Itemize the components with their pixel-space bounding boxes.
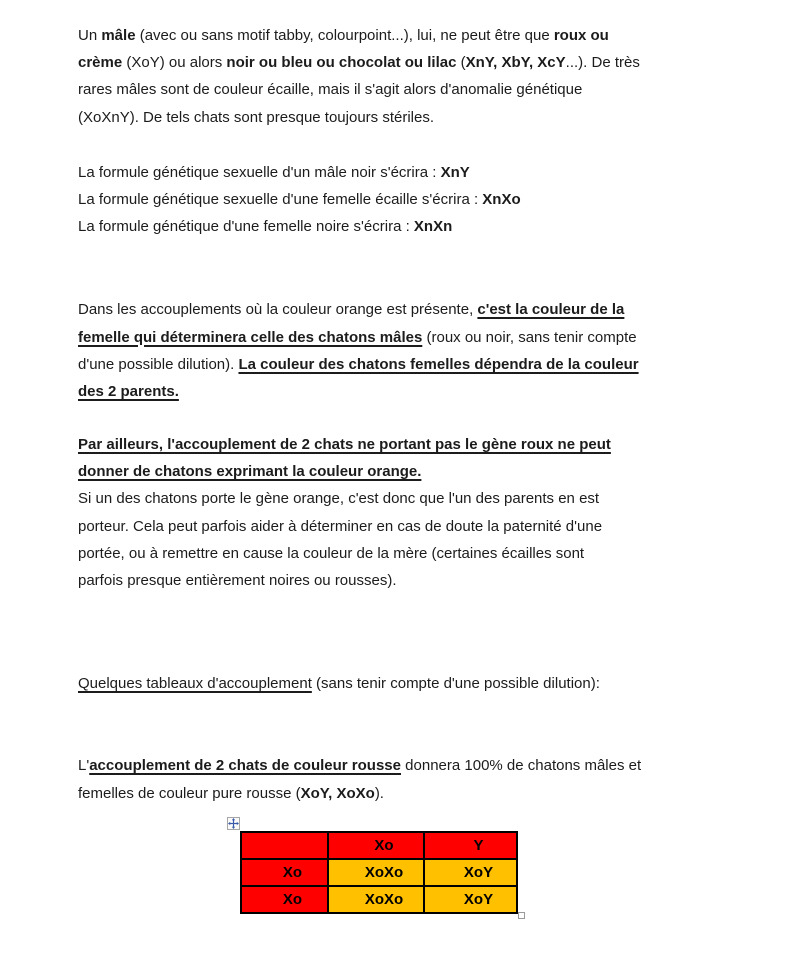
text-run: ). — [374, 784, 384, 802]
text-run: donner de chatons exprimant la couleur orange. — [78, 463, 422, 481]
text-run: (avec ou sans motif tabby, colourpoint...), lui, ne peut être que — [135, 27, 554, 44]
text-line — [78, 485, 728, 512]
text-line — [78, 213, 728, 240]
text-run: La formule génétique sexuelle d'une femelle écaille s'écrira : — [78, 190, 483, 208]
table-cell: Xo — [328, 832, 424, 859]
table-cell: Xo — [241, 886, 328, 913]
table-move-handle[interactable] — [227, 817, 240, 830]
text-run: femelles de couleur pure rousse ( — [78, 784, 301, 802]
text-run: Dans les accouplements où la couleur orange est présente, — [78, 301, 478, 319]
text-line — [78, 378, 728, 405]
text-run: ( — [456, 54, 466, 72]
table-resize-handle[interactable] — [518, 912, 525, 919]
paragraph-4 — [78, 670, 728, 697]
paragraph-5 — [78, 752, 728, 806]
text-line — [78, 351, 728, 378]
paragraph-1 — [78, 159, 728, 241]
text-line — [78, 324, 728, 351]
text-run: XnY — [440, 163, 470, 181]
text-line — [78, 670, 728, 697]
text-line — [78, 296, 728, 323]
text-run: La formule génétique sexuelle d'un mâle noir s'écrira : — [78, 163, 441, 181]
text-run: c'est la couleur de la — [477, 301, 625, 319]
text-run: Si un des chatons porte le gène orange, c'est donc que l'un des parents en est — [78, 490, 600, 508]
table-cell: XoY — [424, 859, 517, 886]
text-line — [78, 76, 728, 103]
move-cross-icon — [228, 818, 239, 829]
text-line — [78, 49, 728, 76]
text-run: noir ou bleu ou chocolat ou lilac — [226, 54, 457, 72]
text-run: (XoXnY). De tels chats sont presque toujours stériles. — [78, 108, 435, 126]
text-run: des 2 parents. — [78, 382, 179, 400]
text-line — [78, 186, 728, 213]
table-cell: XoY — [424, 886, 517, 913]
text-run: L' — [78, 757, 90, 775]
text-run: Un — [78, 27, 102, 44]
text-run: (sans tenir compte d'une possible dilution): — [311, 675, 600, 693]
text-run: La couleur des chatons femelles dépendra de la couleur — [238, 355, 639, 373]
text-line — [78, 104, 728, 131]
text-run: XnXn — [413, 218, 453, 236]
text-run: donnera 100% de chatons mâles et — [401, 757, 642, 775]
table-row — [241, 859, 517, 886]
text-line — [78, 159, 728, 186]
table-block — [240, 831, 520, 914]
text-run: Quelques tableaux d'accouplement — [78, 675, 312, 693]
table-cell: XoXo — [328, 886, 424, 913]
text-run: accouplement de 2 chats de couleur rousse — [89, 757, 401, 775]
table-cell: XoXo — [328, 859, 424, 886]
document-content — [78, 22, 728, 807]
paragraph-3 — [78, 431, 728, 594]
text-run: rares mâles sont de couleur écaille, mais il s'agit alors d'anomalie génétique — [78, 81, 583, 99]
text-run: parfois presque entièrement noires ou rousses). — [78, 572, 397, 589]
text-line — [78, 22, 728, 49]
text-run: ...). De très — [565, 54, 640, 72]
text-run: mâle — [101, 27, 136, 44]
text-line — [78, 567, 728, 594]
text-run: femelle qui déterminera celle des chatons mâles — [78, 328, 423, 346]
text-run: porteur. Cela peut parfois aider à déterminer en cas de doute la paternité d'une — [78, 517, 603, 535]
text-line — [78, 540, 728, 567]
table-row — [241, 832, 517, 859]
text-line — [78, 458, 728, 485]
paragraph-0 — [78, 22, 728, 131]
table-row — [241, 886, 517, 913]
text-line — [78, 780, 728, 807]
text-run: (roux ou noir, sans tenir compte — [422, 328, 637, 346]
text-run: crème — [78, 54, 123, 72]
text-run: La formule génétique d'une femelle noire s'écrira : — [78, 218, 414, 236]
text-run: portée, ou à remettre en cause la couleur de la mère (certaines écailles sont — [78, 544, 585, 562]
text-run: Par ailleurs, l'accouplement de 2 chats ne portant pas le gène roux ne peut — [78, 436, 611, 454]
table-cell: Xo — [241, 859, 328, 886]
genetics-table — [240, 831, 518, 914]
text-run: roux ou — [553, 27, 609, 44]
text-run: XnY, XbY, XcY — [465, 54, 566, 72]
paragraph-2 — [78, 296, 728, 405]
text-run: (XoY) ou alors — [122, 54, 227, 72]
text-run: XoY, XoXo — [300, 784, 375, 802]
text-line — [78, 431, 728, 458]
text-line — [78, 752, 728, 779]
text-run: XnXo — [482, 190, 521, 208]
table-cell: Y — [424, 832, 517, 859]
text-line — [78, 513, 728, 540]
table-cell — [241, 832, 328, 859]
text-run: d'une possible dilution). — [78, 355, 239, 373]
